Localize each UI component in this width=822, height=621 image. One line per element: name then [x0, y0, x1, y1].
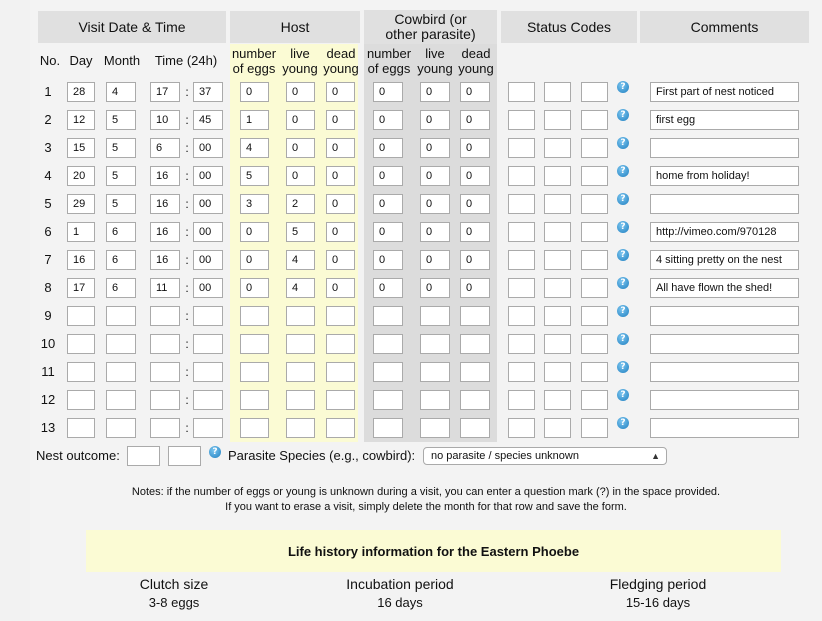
subheader-no: No. — [39, 53, 61, 68]
cowbird-live-young-field[interactable]: 0 — [420, 194, 450, 214]
day-field[interactable]: 17 — [67, 278, 95, 298]
cowbird-dead-young-field[interactable]: 0 — [460, 166, 490, 186]
cowbird-dead-young-field[interactable]: 0 — [460, 138, 490, 158]
status-code-field-2[interactable] — [544, 194, 571, 214]
comment-field[interactable] — [650, 390, 799, 410]
life-history-title: Life history information for the Eastern Phoebe — [86, 530, 781, 572]
status-code-field-3[interactable] — [581, 390, 608, 410]
minute-field[interactable]: 00 — [193, 278, 223, 298]
time-separator: : — [185, 85, 189, 99]
cowbird-eggs-field[interactable] — [373, 334, 403, 354]
cowbird-dead-young-field[interactable] — [460, 306, 490, 326]
minute-field[interactable]: 37 — [193, 82, 223, 102]
help-icon[interactable]: ? — [617, 333, 629, 345]
status-code-field-2[interactable] — [544, 110, 571, 130]
month-field[interactable]: 4 — [106, 82, 136, 102]
time-separator: : — [185, 225, 189, 239]
time-separator: : — [185, 113, 189, 127]
status-code-field-3[interactable] — [581, 306, 608, 326]
subheader-cowbird-live: live young — [417, 46, 453, 76]
status-code-field-3[interactable] — [581, 334, 608, 354]
hour-field[interactable]: 16 — [150, 166, 180, 186]
row-number: 12 — [40, 392, 56, 407]
status-code-field-3[interactable] — [581, 194, 608, 214]
row-number: 3 — [44, 140, 52, 155]
status-code-field-1[interactable] — [508, 278, 535, 298]
help-icon[interactable]: ? — [617, 389, 629, 401]
host-dead-young-field[interactable] — [326, 306, 355, 326]
cowbird-dead-young-field[interactable]: 0 — [460, 250, 490, 270]
clutch-size-label: Clutch size — [139, 576, 209, 592]
header-comments: Comments — [640, 11, 809, 43]
host-eggs-field[interactable]: 5 — [240, 166, 269, 186]
minute-field[interactable]: 45 — [193, 110, 223, 130]
day-field[interactable]: 1 — [67, 222, 95, 242]
comment-field[interactable] — [650, 194, 799, 214]
cowbird-eggs-field[interactable]: 0 — [373, 222, 403, 242]
status-code-field-1[interactable] — [508, 418, 535, 438]
comment-field[interactable]: All have flown the shed! — [650, 278, 799, 298]
note-line-1: Notes: if the number of eggs or young is unknown during a visit, you can enter a question mark (?) in the space provided. — [131, 486, 721, 498]
day-field[interactable]: 28 — [67, 82, 95, 102]
status-code-field-3[interactable] — [581, 222, 608, 242]
time-separator: : — [185, 169, 189, 183]
hour-field[interactable]: 17 — [150, 82, 180, 102]
row-number: 4 — [44, 168, 52, 183]
status-code-field-2[interactable] — [544, 222, 571, 242]
cowbird-dead-young-field[interactable]: 0 — [460, 278, 490, 298]
host-live-young-field[interactable] — [286, 418, 315, 438]
host-live-young-field[interactable] — [286, 390, 315, 410]
month-field[interactable]: 5 — [106, 194, 136, 214]
month-field[interactable] — [106, 306, 136, 326]
host-live-young-field[interactable] — [286, 334, 315, 354]
cowbird-eggs-field[interactable] — [373, 390, 403, 410]
row-number: 5 — [44, 196, 52, 211]
status-code-field-1[interactable] — [508, 110, 535, 130]
cowbird-eggs-field[interactable] — [373, 362, 403, 382]
nest-outcome-field-2[interactable] — [168, 446, 201, 466]
comment-field[interactable]: first egg — [650, 110, 799, 130]
comment-field[interactable] — [650, 362, 799, 382]
cowbird-live-young-field[interactable] — [420, 334, 450, 354]
cowbird-eggs-field[interactable]: 0 — [373, 194, 403, 214]
day-field[interactable]: 15 — [67, 138, 95, 158]
host-dead-young-field[interactable] — [326, 334, 355, 354]
status-code-field-3[interactable] — [581, 418, 608, 438]
cowbird-eggs-field[interactable]: 0 — [373, 82, 403, 102]
row-number: 10 — [40, 336, 56, 351]
cowbird-eggs-field[interactable]: 0 — [373, 278, 403, 298]
host-dead-young-field[interactable] — [326, 418, 355, 438]
minute-field[interactable] — [193, 390, 223, 410]
status-code-field-1[interactable] — [508, 222, 535, 242]
subheader-cowbird-dead: dead young — [458, 46, 494, 76]
parasite-species-select[interactable] — [423, 447, 667, 465]
status-code-field-2[interactable] — [544, 390, 571, 410]
time-separator: : — [185, 365, 189, 379]
cowbird-dead-young-field[interactable] — [460, 334, 490, 354]
help-icon[interactable]: ? — [617, 417, 629, 429]
status-code-field-3[interactable] — [581, 82, 608, 102]
host-dead-young-field[interactable]: 0 — [326, 250, 355, 270]
hour-field[interactable] — [150, 390, 180, 410]
hour-field[interactable] — [150, 362, 180, 382]
status-code-field-1[interactable] — [508, 138, 535, 158]
cowbird-dead-young-field[interactable]: 0 — [460, 194, 490, 214]
comment-field[interactable] — [650, 418, 799, 438]
cowbird-eggs-field[interactable]: 0 — [373, 250, 403, 270]
status-code-field-2[interactable] — [544, 418, 571, 438]
cowbird-eggs-field[interactable] — [373, 418, 403, 438]
status-code-field-1[interactable] — [508, 334, 535, 354]
host-dead-young-field[interactable]: 0 — [326, 222, 355, 242]
cowbird-dead-young-field[interactable]: 0 — [460, 110, 490, 130]
day-field[interactable]: 29 — [67, 194, 95, 214]
day-field[interactable]: 16 — [67, 250, 95, 270]
host-eggs-field[interactable]: 0 — [240, 82, 269, 102]
status-code-field-3[interactable] — [581, 250, 608, 270]
incubation-period-label: Incubation period — [346, 576, 454, 592]
status-code-field-2[interactable] — [544, 138, 571, 158]
nest-outcome-label: Nest outcome: — [36, 448, 120, 463]
status-code-field-1[interactable] — [508, 194, 535, 214]
time-separator: : — [185, 421, 189, 435]
row-number: 11 — [41, 364, 55, 379]
status-code-field-2[interactable] — [544, 362, 571, 382]
subheader-day: Day — [69, 53, 93, 68]
comment-field[interactable]: First part of nest noticed — [650, 82, 799, 102]
cowbird-dead-young-field[interactable]: 0 — [460, 82, 490, 102]
minute-field[interactable] — [193, 306, 223, 326]
hour-field[interactable]: 16 — [150, 222, 180, 242]
cowbird-live-young-field[interactable]: 0 — [420, 278, 450, 298]
month-field[interactable] — [106, 334, 136, 354]
status-code-field-3[interactable] — [581, 278, 608, 298]
host-dead-young-field[interactable] — [326, 390, 355, 410]
comment-field[interactable]: home from holiday! — [650, 166, 799, 186]
help-icon[interactable]: ? — [209, 446, 221, 458]
host-live-young-field[interactable]: 0 — [286, 138, 315, 158]
status-code-field-3[interactable] — [581, 138, 608, 158]
cowbird-live-young-field[interactable]: 0 — [420, 250, 450, 270]
help-icon[interactable]: ? — [617, 165, 629, 177]
incubation-period-value: 16 days — [377, 595, 423, 610]
cowbird-live-young-field[interactable]: 0 — [420, 110, 450, 130]
row-number: 9 — [44, 308, 52, 323]
host-column-bg — [230, 44, 358, 442]
cowbird-live-young-field[interactable] — [420, 362, 450, 382]
cowbird-live-young-field[interactable]: 0 — [420, 222, 450, 242]
comment-field[interactable]: http://vimeo.com/970128 — [650, 222, 799, 242]
host-dead-young-field[interactable] — [326, 362, 355, 382]
host-dead-young-field[interactable]: 0 — [326, 82, 355, 102]
comment-field[interactable] — [650, 334, 799, 354]
minute-field[interactable]: 00 — [193, 194, 223, 214]
month-field[interactable]: 5 — [106, 138, 136, 158]
cowbird-dead-young-field[interactable]: 0 — [460, 222, 490, 242]
row-number: 8 — [44, 280, 52, 295]
month-field[interactable] — [106, 418, 136, 438]
cowbird-live-young-field[interactable]: 0 — [420, 82, 450, 102]
cowbird-live-young-field[interactable] — [420, 306, 450, 326]
status-code-field-1[interactable] — [508, 250, 535, 270]
month-field[interactable]: 6 — [106, 250, 136, 270]
nest-outcome-field-1[interactable] — [127, 446, 160, 466]
host-live-young-field[interactable]: 2 — [286, 194, 315, 214]
host-eggs-field[interactable]: 4 — [240, 138, 269, 158]
subheader-month: Month — [103, 53, 141, 68]
time-separator: : — [185, 309, 189, 323]
month-field[interactable] — [106, 362, 136, 382]
cowbird-dead-young-field[interactable] — [460, 418, 490, 438]
status-code-field-2[interactable] — [544, 334, 571, 354]
time-separator: : — [185, 197, 189, 211]
status-code-field-1[interactable] — [508, 82, 535, 102]
comment-field[interactable] — [650, 306, 799, 326]
status-code-field-1[interactable] — [508, 362, 535, 382]
hour-field[interactable]: 10 — [150, 110, 180, 130]
subheader-host-eggs: number of eggs — [231, 46, 277, 76]
cowbird-live-young-field[interactable]: 0 — [420, 166, 450, 186]
row-number: 6 — [44, 224, 52, 239]
subheader-host-dead: dead young — [323, 46, 359, 76]
cowbird-eggs-field[interactable]: 0 — [373, 166, 403, 186]
header-cowbird: Cowbird (or other parasite) — [364, 10, 497, 44]
host-dead-young-field[interactable]: 0 — [326, 110, 355, 130]
clutch-size-value: 3-8 eggs — [148, 595, 200, 610]
host-eggs-field[interactable] — [240, 334, 269, 354]
host-live-young-field[interactable]: 4 — [286, 278, 315, 298]
month-field[interactable]: 5 — [106, 110, 136, 130]
hour-field[interactable]: 11 — [150, 278, 180, 298]
comment-field[interactable] — [650, 138, 799, 158]
cowbird-live-young-field[interactable]: 0 — [420, 138, 450, 158]
subheader-time: Time (24h) — [154, 53, 218, 68]
help-icon[interactable]: ? — [617, 277, 629, 289]
host-eggs-field[interactable] — [240, 306, 269, 326]
day-field[interactable] — [67, 306, 95, 326]
hour-field[interactable] — [150, 418, 180, 438]
day-field[interactable] — [67, 418, 95, 438]
day-field[interactable] — [67, 334, 95, 354]
cowbird-live-young-field[interactable] — [420, 418, 450, 438]
row-number: 2 — [44, 112, 52, 127]
time-separator: : — [185, 141, 189, 155]
time-separator: : — [185, 253, 189, 267]
fledging-period-label: Fledging period — [609, 576, 707, 592]
time-separator: : — [185, 281, 189, 295]
help-icon[interactable]: ? — [617, 221, 629, 233]
status-code-field-2[interactable] — [544, 306, 571, 326]
day-field[interactable] — [67, 362, 95, 382]
help-icon[interactable]: ? — [617, 193, 629, 205]
status-code-field-1[interactable] — [508, 166, 535, 186]
host-eggs-field[interactable] — [240, 418, 269, 438]
hour-field[interactable]: 6 — [150, 138, 180, 158]
cowbird-column-bg — [364, 44, 497, 442]
cowbird-dead-young-field[interactable] — [460, 390, 490, 410]
hour-field[interactable]: 16 — [150, 250, 180, 270]
time-separator: : — [185, 393, 189, 407]
row-number: 7 — [44, 252, 52, 267]
month-field[interactable]: 6 — [106, 278, 136, 298]
host-eggs-field[interactable]: 0 — [240, 222, 269, 242]
day-field[interactable]: 12 — [67, 110, 95, 130]
status-code-field-2[interactable] — [544, 166, 571, 186]
host-dead-young-field[interactable]: 0 — [326, 278, 355, 298]
status-code-field-2[interactable] — [544, 82, 571, 102]
minute-field[interactable] — [193, 334, 223, 354]
status-code-field-1[interactable] — [508, 306, 535, 326]
header-visit: Visit Date & Time — [38, 11, 226, 43]
fledging-period-value: 15-16 days — [625, 595, 691, 610]
host-live-young-field[interactable]: 4 — [286, 250, 315, 270]
note-line-2: If you want to erase a visit, simply delete the month for that row and save the form. — [225, 501, 627, 513]
minute-field[interactable]: 00 — [193, 250, 223, 270]
host-eggs-field[interactable]: 0 — [240, 250, 269, 270]
cowbird-eggs-field[interactable]: 0 — [373, 110, 403, 130]
host-live-young-field[interactable]: 0 — [286, 110, 315, 130]
hour-field[interactable] — [150, 334, 180, 354]
minute-field[interactable] — [193, 362, 223, 382]
parasite-species-value: no parasite / species unknown — [431, 450, 579, 462]
cowbird-live-young-field[interactable] — [420, 390, 450, 410]
status-code-field-2[interactable] — [544, 250, 571, 270]
hour-field[interactable]: 16 — [150, 194, 180, 214]
help-icon[interactable]: ? — [617, 81, 629, 93]
host-live-young-field[interactable]: 5 — [286, 222, 315, 242]
status-code-field-3[interactable] — [581, 362, 608, 382]
status-code-field-2[interactable] — [544, 278, 571, 298]
row-number: 13 — [40, 420, 56, 435]
cowbird-eggs-field[interactable] — [373, 306, 403, 326]
cowbird-eggs-field[interactable]: 0 — [373, 138, 403, 158]
header-status: Status Codes — [501, 11, 637, 43]
month-field[interactable]: 6 — [106, 222, 136, 242]
day-field[interactable]: 20 — [67, 166, 95, 186]
host-eggs-field[interactable] — [240, 362, 269, 382]
select-arrows-icon: ▲︎ — [651, 451, 660, 461]
cowbird-dead-young-field[interactable] — [460, 362, 490, 382]
host-dead-young-field[interactable]: 0 — [326, 166, 355, 186]
help-icon[interactable]: ? — [617, 109, 629, 121]
host-live-young-field[interactable]: 0 — [286, 166, 315, 186]
day-field[interactable] — [67, 390, 95, 410]
host-eggs-field[interactable]: 3 — [240, 194, 269, 214]
month-field[interactable]: 5 — [106, 166, 136, 186]
host-eggs-field[interactable] — [240, 390, 269, 410]
time-separator: : — [185, 337, 189, 351]
help-icon[interactable]: ? — [617, 137, 629, 149]
status-code-field-3[interactable] — [581, 110, 608, 130]
host-eggs-field[interactable]: 1 — [240, 110, 269, 130]
host-live-young-field[interactable] — [286, 362, 315, 382]
month-field[interactable] — [106, 390, 136, 410]
help-icon[interactable]: ? — [617, 361, 629, 373]
row-number: 1 — [44, 84, 52, 99]
parasite-species-label: Parasite Species (e.g., cowbird): — [228, 448, 416, 463]
help-icon[interactable]: ? — [617, 249, 629, 261]
hour-field[interactable] — [150, 306, 180, 326]
host-dead-young-field[interactable]: 0 — [326, 194, 355, 214]
minute-field[interactable]: 00 — [193, 222, 223, 242]
comment-field[interactable]: 4 sitting pretty on the nest — [650, 250, 799, 270]
host-dead-young-field[interactable]: 0 — [326, 138, 355, 158]
subheader-host-live: live young — [282, 46, 318, 76]
host-live-young-field[interactable] — [286, 306, 315, 326]
help-icon[interactable]: ? — [617, 305, 629, 317]
minute-field[interactable]: 00 — [193, 138, 223, 158]
subheader-cowbird-eggs: number of eggs — [366, 46, 412, 76]
status-code-field-1[interactable] — [508, 390, 535, 410]
host-live-young-field[interactable]: 0 — [286, 82, 315, 102]
minute-field[interactable]: 00 — [193, 166, 223, 186]
host-eggs-field[interactable]: 0 — [240, 278, 269, 298]
status-code-field-3[interactable] — [581, 166, 608, 186]
minute-field[interactable] — [193, 418, 223, 438]
header-host: Host — [230, 11, 360, 43]
